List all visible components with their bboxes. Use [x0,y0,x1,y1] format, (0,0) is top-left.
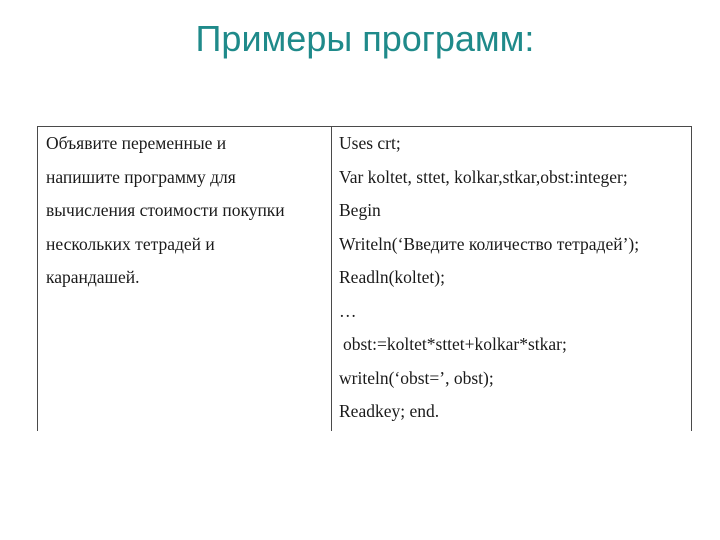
slide-title: Примеры программ: [195,18,535,59]
code-line: Writeln(‘Введите количество тетрадей’); [339,233,640,254]
program-code-cell [339,127,689,429]
code-line: Readln(koltet); [339,267,445,287]
table-border-right [691,127,692,431]
code-line: Var koltet, sttet, kolkar,stkar,obst:integer; [339,166,628,187]
task-line: Объявите переменные и [46,133,227,153]
task-description-cell [46,127,326,295]
task-line: вычисления стоимости покупки [46,200,285,220]
code-line: writeln(‘obst=’, obst); [339,367,494,388]
code-line: obst:=koltet*sttet+kolkar*stkar; [343,334,567,354]
task-line: карандашей. [46,267,140,287]
task-line: напишите программу для [46,166,236,187]
code-line: … [339,300,357,321]
code-line: Uses crt; [339,133,401,153]
code-line: Readkey; end. [339,401,440,421]
program-table [37,126,692,431]
table-column-divider [331,127,332,431]
table-border-left [37,127,38,431]
code-line: Begin [339,200,381,220]
task-line: нескольких тетрадей и [46,233,215,254]
